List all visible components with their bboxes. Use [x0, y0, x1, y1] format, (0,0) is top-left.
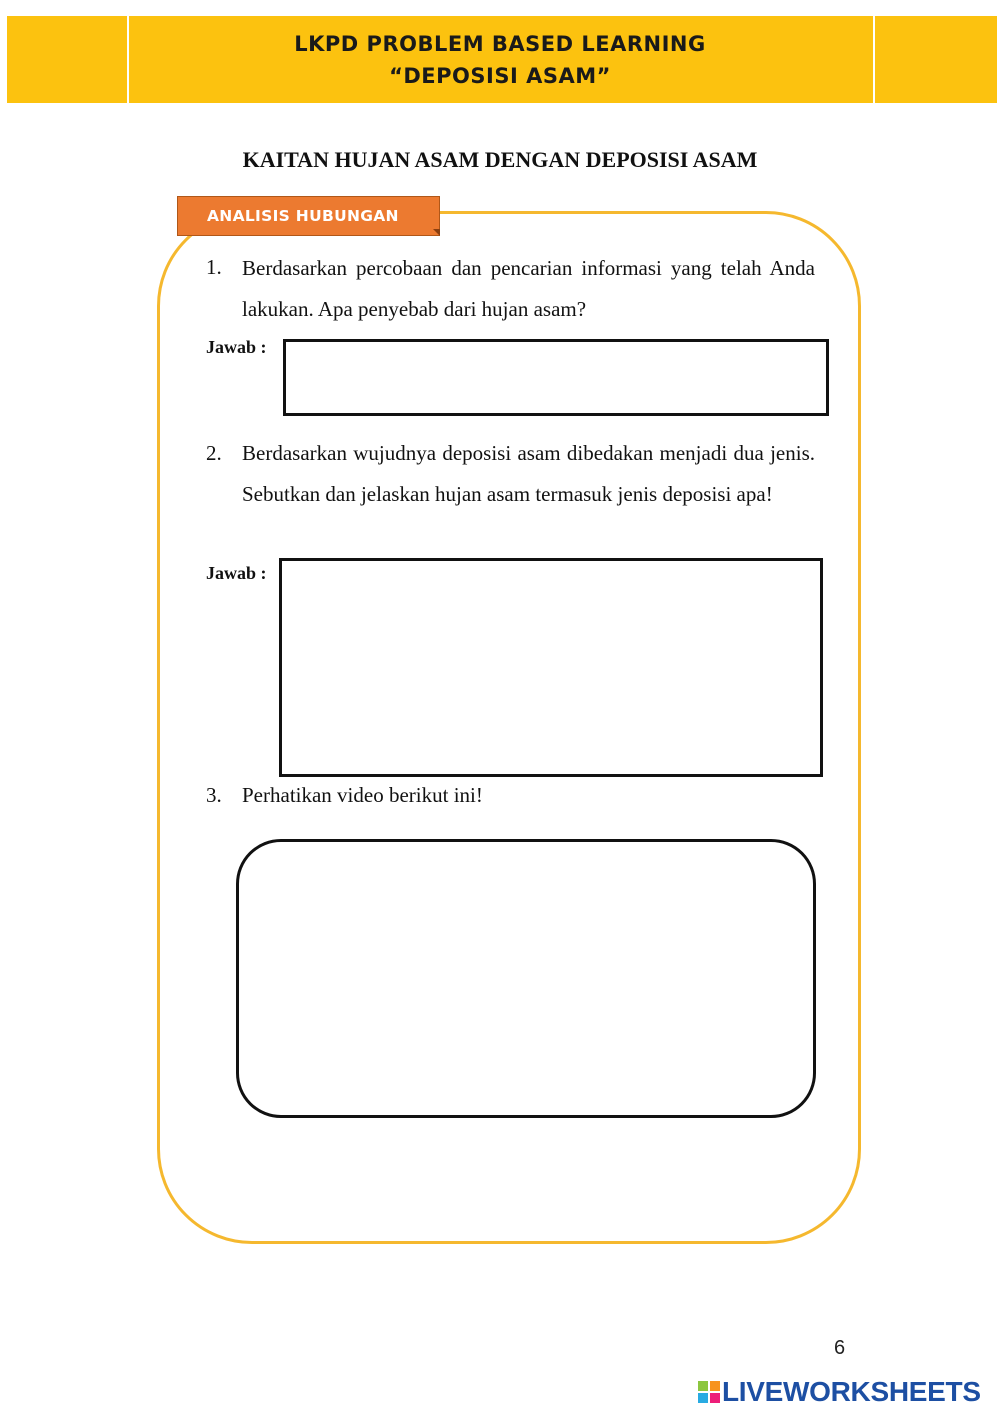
header-band — [7, 16, 997, 103]
tab-fold-shadow — [433, 229, 440, 236]
video-box[interactable] — [236, 839, 816, 1118]
section-title: KAITAN HUJAN ASAM DENGAN DEPOSISI ASAM — [242, 147, 758, 172]
liveworksheets-logo-icon — [697, 1379, 721, 1405]
question-1-text: Berdasarkan percobaan dan pencarian informasi yang telah Anda lakukan. Apa penyebab dari hujan asam? — [242, 256, 815, 321]
header-title-line1: LKPD PROBLEM BASED LEARNING — [294, 32, 706, 56]
question-1-answer-label: Jawab : — [206, 337, 267, 357]
liveworksheets-wordmark: LIVEWORKSHEETS — [722, 1376, 981, 1407]
liveworksheets-brand[interactable] — [697, 1377, 981, 1407]
question-2-number: 2. — [206, 441, 222, 465]
page-number: 6 — [834, 1337, 846, 1359]
header-divider-right — [873, 16, 875, 103]
answer-box-1[interactable] — [283, 339, 829, 416]
question-2-text: Berdasarkan wujudnya deposisi asam dibedakan menjadi dua jenis. Sebutkan dan jelaskan hujan asam termasuk jenis deposisi apa! — [242, 441, 815, 506]
question-3-text: Perhatikan video berikut ini! — [242, 783, 483, 807]
analysis-tab: ANALISIS HUBUNGAN — [177, 196, 440, 236]
answer-box-2[interactable] — [279, 558, 823, 777]
question-3-number: 3. — [206, 783, 222, 807]
header-title-line2: “DEPOSISI ASAM” — [389, 64, 611, 88]
header-divider-left — [127, 16, 129, 103]
question-1-number: 1. — [206, 255, 222, 279]
question-2-answer-label: Jawab : — [206, 563, 267, 583]
